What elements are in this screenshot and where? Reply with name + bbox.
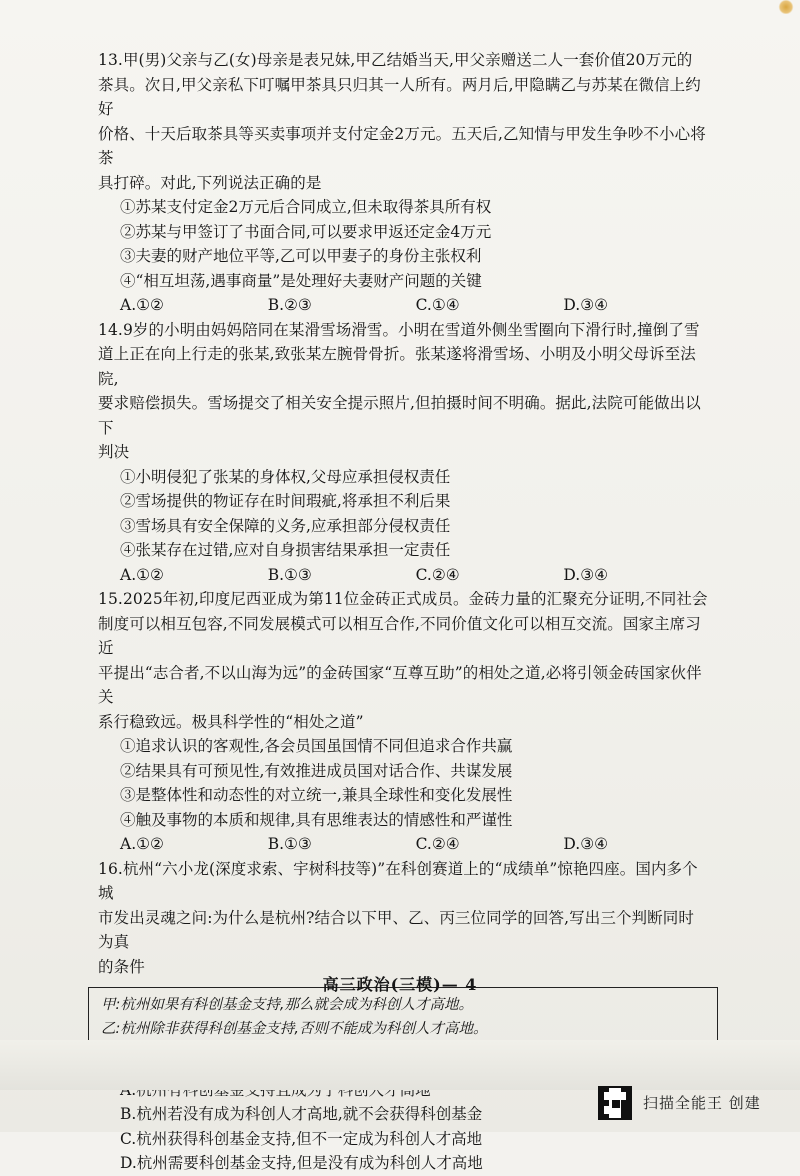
- q13-stem-line: 13.甲(男)父亲与乙(女)母亲是表兄妹,甲乙结婚当天,甲父亲赠送二人一套价值20万元的: [98, 51, 693, 69]
- q15-option: ③是整体性和动态性的对立统一,兼具全球性和变化发展性: [120, 786, 513, 804]
- q13-option: ③夫妻的财产地位平等,乙可以甲妻子的身份主张权利: [120, 247, 482, 265]
- q14-choice-a: A.①②: [120, 565, 164, 584]
- q14-stem-line: 判决: [98, 443, 130, 461]
- q16-stem-line: 16.杭州“六小龙(深度求索、宇树科技等)”在科创赛道上的“成绩单”惊艳四座。国内多个城: [98, 859, 698, 902]
- q14-stem-line: 道上正在向上行走的张某,致张某左腕骨骨折。张某遂将滑雪场、小明及小明父母诉至法院,: [98, 345, 696, 388]
- q13-choice-d: D.③④: [563, 296, 608, 314]
- q16-stem-line: 的条件: [98, 957, 145, 976]
- q14-option: ①小明侵犯了张某的身体权,父母应承担侵权责任: [120, 467, 451, 486]
- q15-stem-line: 系行稳致远。极具科学性的“相处之道”: [98, 712, 364, 731]
- page-content: [98, 48, 708, 1176]
- q13-choice-b: B.②③: [267, 296, 312, 314]
- q16-option-b: B.杭州若没有成为科创人才高地,就不会获得科创基金: [120, 1105, 483, 1123]
- corner-stain: [778, 0, 794, 14]
- scan-shadow: [0, 1040, 800, 1090]
- q13-stem-line: 价格、十天后取茶具等买卖事项并支付定金2万元。五天后,乙知情与甲发生争吵不小心将茶: [98, 124, 706, 167]
- q14-stem-line: 要求赔偿损失。雪场提交了相关安全提示照片,但拍摄时间不明确。据此,法院可能做出以下: [98, 394, 701, 437]
- q15-option: ②结果具有可预见性,有效推进成员国对话合作、共谋发展: [120, 761, 513, 780]
- q16-stem-line: 市发出灵魂之问:为什么是杭州?结合以下甲、乙、丙三位同学的回答,写出三个判断同时为真: [98, 908, 694, 951]
- q14-option: ②雪场提供的物证存在时间瑕疵,将承担不利后果: [120, 492, 451, 510]
- q14-choice-b: B.①③: [267, 565, 312, 584]
- page-footer: 高三政治(三模)— 4: [322, 975, 478, 994]
- q14-option: ③雪场具有安全保障的义务,应承担部分侵权责任: [120, 516, 451, 535]
- q16-option-d: D.杭州需要科创基金支持,但是没有成为科创人才高地: [120, 1154, 483, 1172]
- q15-choices: [98, 832, 708, 857]
- q15-option: ④触及事物的本质和规律,具有思维表达的情感性和严谨性: [120, 810, 513, 829]
- q13-option: ④“相互坦荡,遇事商量”是处理好夫妻财产问题的关键: [120, 271, 482, 290]
- q13-stem-line: 茶具。次日,甲父亲私下叮嘱甲茶具只归其一人所有。两月后,甲隐瞒乙与苏某在微信上约好: [98, 75, 701, 118]
- q14-choice-d: D.③④: [563, 565, 608, 584]
- qr-code-icon: [598, 1086, 632, 1120]
- q14-choice-c: C.②④: [415, 565, 460, 584]
- q15-option: ①追求认识的客观性,各会员国虽国情不同但追求合作共赢: [120, 737, 513, 755]
- question-14: [98, 318, 708, 588]
- q13-choice-a: A.①②: [120, 296, 164, 314]
- q16-option-c: C.杭州获得科创基金支持,但不一定成为科创人才高地: [120, 1129, 483, 1148]
- q15-choice-d: D.③④: [563, 835, 608, 853]
- q13-option: ②苏某与甲签订了书面合同,可以要求甲返还定金4万元: [120, 222, 492, 241]
- q15-choice-a: A.①②: [120, 835, 164, 853]
- q16-statement-jia: 甲:杭州如果有科创基金支持,那么就会成为科创人才高地。: [101, 997, 473, 1013]
- question-15: [98, 587, 708, 857]
- q13-option: ①苏某支付定金2万元后合同成立,但未取得茶具所有权: [120, 198, 492, 216]
- q15-stem-line: 15.2025年初,印度尼西亚成为第11位金砖正式成员。金砖力量的汇聚充分证明,不同社会: [98, 590, 708, 608]
- question-13: [98, 48, 708, 318]
- q14-stem-line: 14.9岁的小明由妈妈陪同在某滑雪场滑雪。小明在雪道外侧坐雪圈向下滑行时,撞倒了雪: [98, 320, 700, 339]
- q15-stem-line: 制度可以相互包容,不同发展模式可以相互合作,不同价值文化可以相互交流。国家主席习近: [98, 614, 701, 657]
- q14-choices: [98, 563, 708, 588]
- scanner-watermark: 扫描全能王 创建: [643, 1094, 761, 1112]
- q15-stem-line: 平提出“志合者,不以山海为远”的金砖国家“互尊互助”的相处之道,必将引领金砖国家伙伴关: [98, 663, 702, 706]
- q13-choice-c: C.①④: [415, 296, 460, 314]
- q14-option: ④张某存在过错,应对自身损害结果承担一定责任: [120, 541, 451, 559]
- q15-choice-b: B.①③: [267, 835, 312, 853]
- q13-stem-line: 具打碎。对此,下列说法正确的是: [98, 173, 322, 192]
- question-16: [98, 857, 708, 1176]
- q15-choice-c: C.②④: [415, 835, 460, 853]
- q16-statement-yi: 乙:杭州除非获得科创基金支持,否则不能成为科创人才高地。: [101, 1020, 488, 1037]
- q13-choices: [98, 293, 708, 318]
